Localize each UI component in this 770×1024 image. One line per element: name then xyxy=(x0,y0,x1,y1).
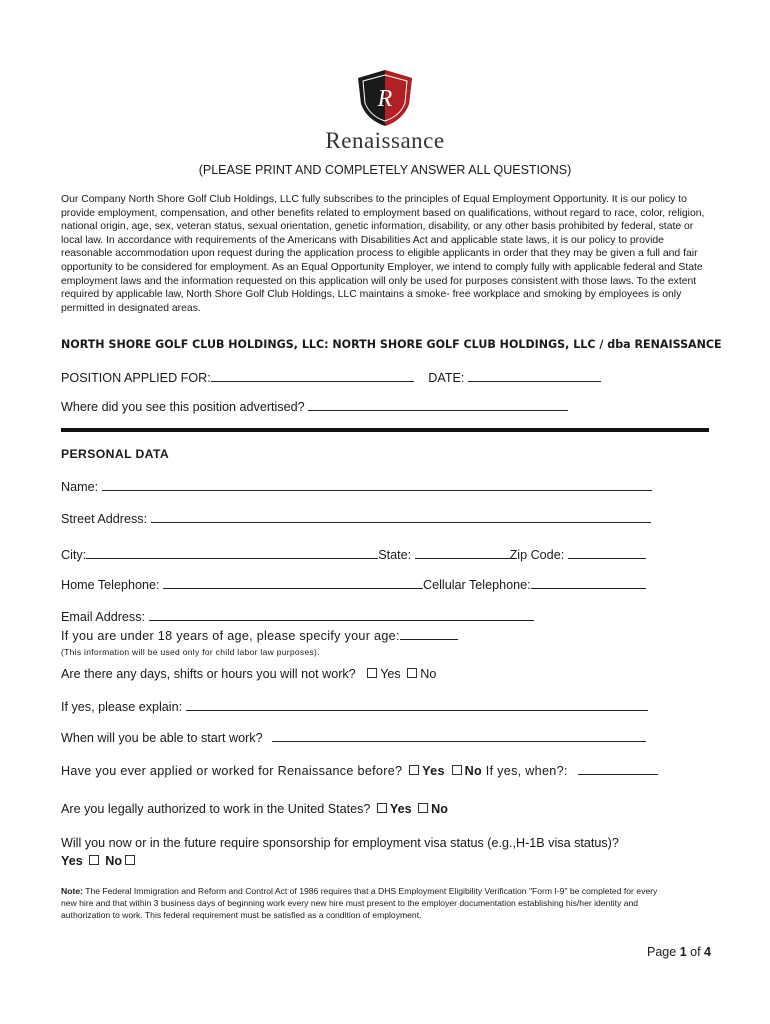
page-total: 4 xyxy=(704,945,711,959)
age-field[interactable] xyxy=(400,627,458,640)
days-yes-checkbox[interactable] xyxy=(367,668,377,678)
explain-row xyxy=(61,698,648,714)
eeo-statement: Our Company North Shore Golf Club Holdings, LLC fully subscribes to the principles of Equal Employment Opportunity. It is our policy to provide employment, compensation, and other benefits related to employment based on qualifications, without regard to race, color, religion, national origin, age, sex, veteran status, sexual orientation, genetic information, disability, or any other basis prohibited by federal, state or local law. In accordance with requirements of the Americans with Disabilities Act and applicable state laws, it is our policy to provide reasonable accommodation upon request during the application process to eligible applicants in order that they may be given a full and fair opportunity to be considered for employment. As an Equal Opportunity Employer, we intend to comply fully with applicable federal and State employment laws and the information requested on this application will only be used for purposes consistent with those laws. To the extent required by applicable law, North Shore Golf Club Holdings, LLC maintains a smoke- free workplace and smoking by employees is only permitted in designated areas. xyxy=(61,194,705,314)
start-label: When will you be able to start work? xyxy=(61,731,263,745)
email-row xyxy=(61,608,534,624)
note-text: The Federal Immigration and Reform and Control Act of 1986 requires that a DHS Employment Eligibility Verification "Form I-9" be completed for every new hire and that within 3 business days of beginning work every new hire must present to the employer documentation establishing his/her identity and authorization to work. This federal requirement must be satisfied as a condition of employment. xyxy=(61,886,658,920)
age-label: If you are under 18 years of age, please specify your age: xyxy=(61,629,400,643)
authorized-no-label: No xyxy=(431,802,448,816)
position-field[interactable] xyxy=(211,369,414,382)
date-label: DATE: xyxy=(428,371,465,385)
home-phone-label: Home Telephone: xyxy=(61,578,160,592)
street-label: Street Address: xyxy=(61,512,148,526)
advertised-row xyxy=(61,398,568,414)
advertised-label: Where did you see this position advertised? xyxy=(61,400,305,414)
explain-label: If yes, please explain: xyxy=(61,700,183,714)
renaissance-shield-logo xyxy=(355,68,415,128)
applied-no-label: No xyxy=(464,764,482,778)
authorized-no-checkbox[interactable] xyxy=(418,803,428,813)
sponsorship-yes-label: Yes xyxy=(61,854,83,868)
authorized-row xyxy=(61,802,448,816)
sponsorship-row xyxy=(61,836,619,850)
name-field[interactable] xyxy=(102,478,652,491)
note-title: Note: xyxy=(61,886,83,896)
applied-when-field[interactable] xyxy=(578,762,658,775)
street-row xyxy=(61,510,651,526)
position-row xyxy=(61,369,601,385)
svg-text:R: R xyxy=(377,86,393,112)
applied-label: Have you ever applied or worked for Renaissance before? xyxy=(61,764,403,778)
zip-field[interactable] xyxy=(568,546,646,559)
cell-phone-label: Cellular Telephone: xyxy=(423,578,531,592)
section-divider xyxy=(61,428,709,432)
phone-row xyxy=(61,576,646,592)
days-row xyxy=(61,667,436,681)
page-of: of xyxy=(690,945,701,959)
cell-phone-field[interactable] xyxy=(531,576,646,589)
explain-field[interactable] xyxy=(186,698,648,711)
sponsorship-no-checkbox[interactable] xyxy=(125,855,135,865)
applied-yes-checkbox[interactable] xyxy=(409,765,419,775)
email-field[interactable] xyxy=(149,608,534,621)
date-field[interactable] xyxy=(468,369,601,382)
street-field[interactable] xyxy=(151,510,651,523)
age-note: (This information will be used only for child labor law purposes). xyxy=(61,647,320,657)
days-yes-label: Yes xyxy=(380,667,401,681)
start-field[interactable] xyxy=(272,729,646,742)
authorized-yes-checkbox[interactable] xyxy=(377,803,387,813)
state-label: State: xyxy=(378,548,412,562)
state-field[interactable] xyxy=(415,546,510,559)
age-row xyxy=(61,627,458,643)
email-label: Email Address: xyxy=(61,610,145,624)
applied-row xyxy=(61,762,658,778)
days-no-checkbox[interactable] xyxy=(407,668,417,678)
page-prefix: Page xyxy=(647,945,677,959)
authorized-label: Are you legally authorized to work in the United States? xyxy=(61,802,371,816)
page-number xyxy=(647,945,711,959)
form-heading: (PLEASE PRINT AND COMPLETELY ANSWER ALL QUESTIONS) xyxy=(198,163,572,177)
company-line: NORTH SHORE GOLF CLUB HOLDINGS, LLC: NORTH SHORE GOLF CLUB HOLDINGS, LLC / dba RENAISSANCE xyxy=(61,337,722,351)
city-field[interactable] xyxy=(86,546,378,559)
applied-yes-label: Yes xyxy=(422,764,445,778)
page-current: 1 xyxy=(679,945,687,959)
section-title: PERSONAL DATA xyxy=(61,447,170,461)
applied-no-checkbox[interactable] xyxy=(452,765,462,775)
city-row xyxy=(61,546,646,562)
applied-when-label: If yes, when?: xyxy=(485,764,568,778)
name-row xyxy=(61,478,652,494)
position-label: POSITION APPLIED FOR: xyxy=(61,371,211,385)
sponsorship-no-label: No xyxy=(105,854,123,868)
authorized-yes-label: Yes xyxy=(389,802,412,816)
sponsorship-label: Will you now or in the future require sponsorship for employment visa status (e.g.,H-1B visa status)? xyxy=(61,836,619,850)
sponsorship-yes-checkbox[interactable] xyxy=(89,855,99,865)
sponsorship-options xyxy=(61,854,138,868)
i9-note xyxy=(61,885,661,921)
city-label: City: xyxy=(61,548,87,562)
days-no-label: No xyxy=(420,667,437,681)
days-label: Are there any days, shifts or hours you will not work? xyxy=(61,667,356,681)
start-row xyxy=(61,729,646,745)
name-label: Name: xyxy=(61,480,99,494)
advertised-field[interactable] xyxy=(308,398,568,411)
home-phone-field[interactable] xyxy=(163,576,423,589)
zip-label: Zip Code: xyxy=(509,548,565,562)
brand-name: Renaissance xyxy=(325,128,445,153)
